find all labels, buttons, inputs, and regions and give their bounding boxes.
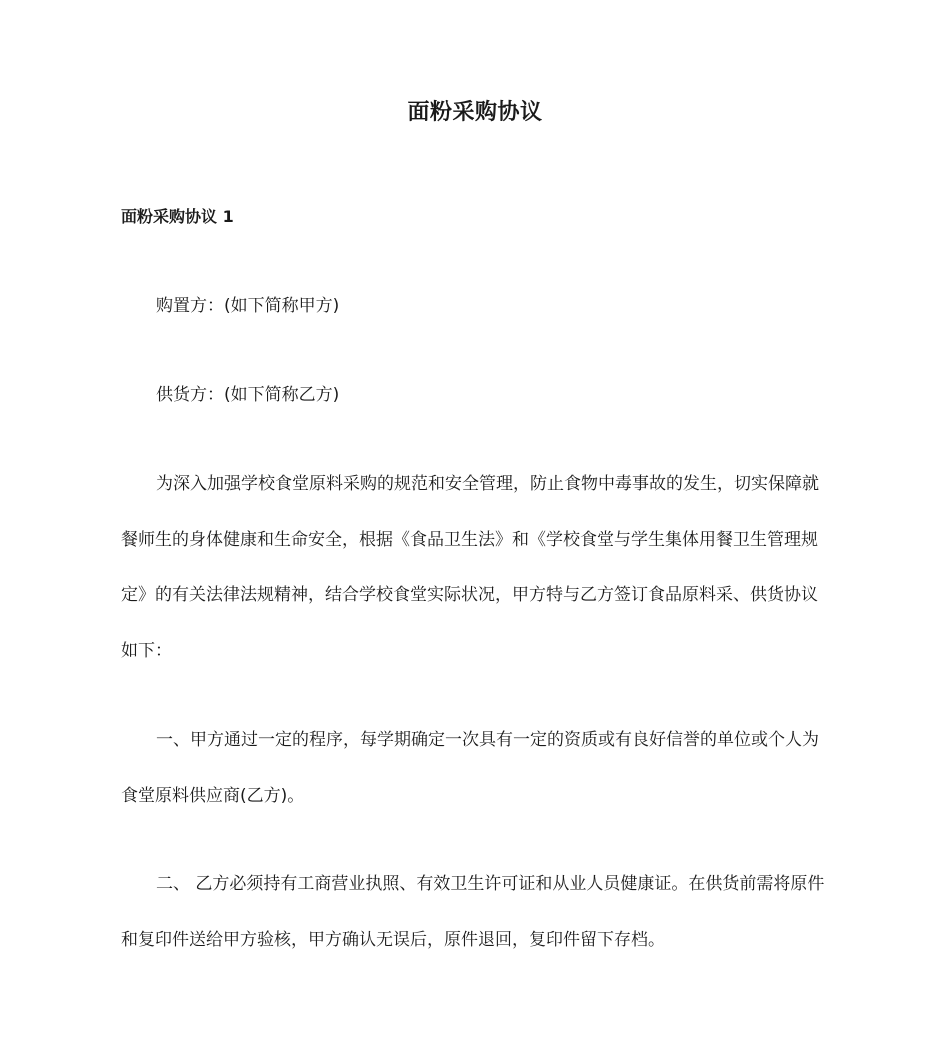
document-title: 面粉采购协议 (407, 100, 543, 125)
clause-1-paragraph: 一、甲方通过一定的程序，每学期确定一次具有一定的资质或有良好信誉的单位或个人为食堂原料供应商(乙方)。 (121, 730, 819, 806)
intro-paragraph: 为深入加强学校食堂原料采购的规范和安全管理，防止食物中毒事故的发生，切实保障就餐师生的身体健康和生命安全，根据《食品卫生法》和《学校食堂与学生集体用餐卫生管理规定》的有关法律法规精神，结合学校食堂实际状况，甲方特与乙方签订食品原料采、供货协议如下： (121, 474, 819, 661)
supplier-paragraph: 供货方：(如下简称乙方) (156, 385, 340, 405)
buyer-paragraph: 购置方：(如下简称甲方) (156, 296, 340, 316)
clause-2-paragraph: 二、 乙方必须持有工商营业执照、有效卫生许可证和从业人员健康证。在供货前需将原件和复印件送给甲方验核，甲方确认无误后，原件退回，复印件留下存档。 (121, 874, 825, 950)
section-heading: 面粉采购协议 1 (121, 207, 234, 226)
